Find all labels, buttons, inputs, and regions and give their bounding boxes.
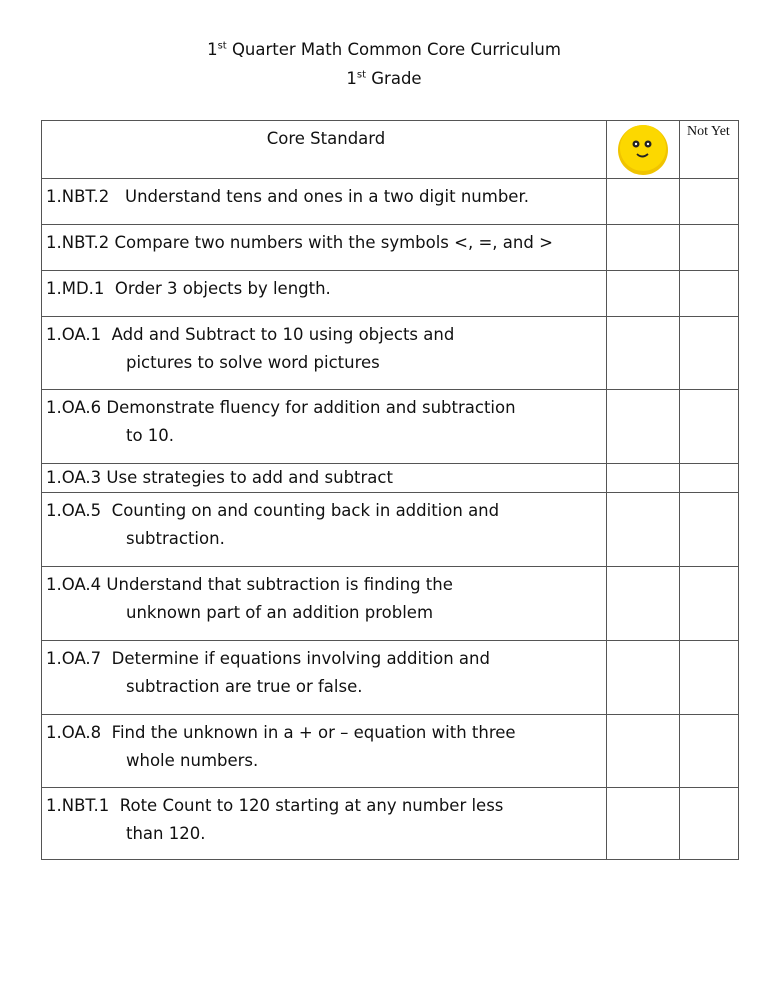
mastered-checkbox-cell[interactable]	[607, 715, 680, 788]
document-title	[0, 40, 768, 59]
not-yet-checkbox-cell[interactable]	[680, 225, 739, 271]
mastered-checkbox-cell[interactable]	[607, 788, 680, 860]
table-header-row	[42, 121, 739, 179]
standard-text: 1.NBT.2 Understand tens and ones in a two digit number.	[46, 187, 529, 206]
standard-cell	[42, 179, 607, 225]
standard-text: 1.OA.8 Find the unknown in a + or – equation with three	[46, 723, 516, 742]
smiley-face-icon	[617, 124, 669, 176]
table-row	[42, 493, 739, 567]
not-yet-checkbox-cell[interactable]	[680, 641, 739, 715]
standard-text-continued: than 120.	[126, 824, 206, 843]
table-row	[42, 179, 739, 225]
table-row	[42, 715, 739, 788]
standard-cell	[42, 715, 607, 788]
standard-text: 1.NBT.1 Rote Count to 120 starting at any number less	[46, 796, 504, 815]
title-ordinal: 1	[207, 40, 218, 59]
not-yet-checkbox-cell[interactable]	[680, 493, 739, 567]
standard-cell	[42, 317, 607, 390]
mastered-checkbox-cell[interactable]	[607, 390, 680, 464]
not-yet-checkbox-cell[interactable]	[680, 464, 739, 493]
not-yet-checkbox-cell[interactable]	[680, 788, 739, 860]
standard-text-continued: whole numbers.	[126, 751, 259, 770]
standard-cell	[42, 225, 607, 271]
standards-table	[41, 120, 739, 860]
standard-text-continued: pictures to solve word pictures	[126, 353, 380, 372]
table-row	[42, 225, 739, 271]
table-row	[42, 464, 739, 493]
standard-text-continued: subtraction.	[126, 529, 225, 548]
subtitle-ordinal-suffix: st	[356, 69, 367, 81]
not-yet-checkbox-cell[interactable]	[680, 179, 739, 225]
standard-cell	[42, 788, 607, 860]
standard-text: 1.MD.1 Order 3 objects by length.	[46, 279, 331, 298]
header-mastered	[607, 121, 680, 179]
title-text: Quarter Math Common Core Curriculum	[226, 40, 561, 59]
not-yet-checkbox-cell[interactable]	[680, 317, 739, 390]
mastered-checkbox-cell[interactable]	[607, 464, 680, 493]
table-row	[42, 271, 739, 317]
mastered-checkbox-cell[interactable]	[607, 179, 680, 225]
standard-cell	[42, 641, 607, 715]
mastered-checkbox-cell[interactable]	[607, 567, 680, 641]
standard-cell	[42, 271, 607, 317]
subtitle-text: Grade	[366, 69, 422, 88]
standard-text-continued: to 10.	[126, 426, 175, 445]
header-not-yet: Not Yet	[680, 121, 739, 179]
table-row	[42, 317, 739, 390]
standard-cell	[42, 567, 607, 641]
standard-cell	[42, 493, 607, 567]
standard-cell	[42, 390, 607, 464]
title-ordinal-suffix: st	[217, 40, 227, 52]
mastered-checkbox-cell[interactable]	[607, 317, 680, 390]
table-row	[42, 641, 739, 715]
mastered-checkbox-cell[interactable]	[607, 225, 680, 271]
standard-text: 1.OA.7 Determine if equations involving addition and	[46, 649, 490, 668]
subtitle-ordinal: 1	[346, 69, 357, 88]
standard-cell	[42, 464, 607, 493]
mastered-checkbox-cell[interactable]	[607, 271, 680, 317]
table-row	[42, 788, 739, 860]
mastered-checkbox-cell[interactable]	[607, 641, 680, 715]
standard-text: 1.NBT.2 Compare two numbers with the symbols <, =, and >	[46, 233, 553, 252]
standard-text: 1.OA.4 Understand that subtraction is finding the	[46, 575, 453, 594]
not-yet-checkbox-cell[interactable]	[680, 567, 739, 641]
standard-text: 1.OA.3 Use strategies to add and subtract	[46, 468, 393, 487]
standard-text: 1.OA.1 Add and Subtract to 10 using objects and	[46, 325, 455, 344]
table-row	[42, 390, 739, 464]
document-subtitle	[0, 69, 768, 88]
standard-text-continued: subtraction are true or false.	[126, 677, 363, 696]
standard-text: 1.OA.6 Demonstrate fluency for addition and subtraction	[46, 398, 516, 417]
table-row	[42, 567, 739, 641]
standard-text-continued: unknown part of an addition problem	[126, 603, 434, 622]
not-yet-checkbox-cell[interactable]	[680, 271, 739, 317]
not-yet-checkbox-cell[interactable]	[680, 715, 739, 788]
header-core-standard: Core Standard	[42, 121, 607, 179]
mastered-checkbox-cell[interactable]	[607, 493, 680, 567]
standard-text: 1.OA.5 Counting on and counting back in addition and	[46, 501, 500, 520]
not-yet-checkbox-cell[interactable]	[680, 390, 739, 464]
